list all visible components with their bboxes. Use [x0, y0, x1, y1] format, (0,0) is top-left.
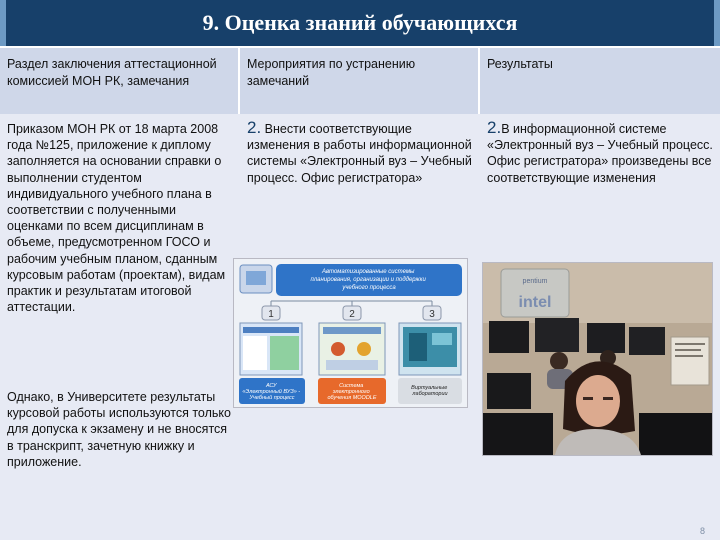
monitor: [483, 413, 553, 455]
systems-diagram-image: [233, 258, 468, 408]
monitor: [587, 323, 625, 353]
student-face: [576, 375, 620, 427]
svg-text:3: 3: [429, 309, 435, 320]
column-header: Результаты: [487, 57, 553, 71]
sign-brand-text: pentium: [522, 278, 548, 285]
student-head: [550, 352, 568, 370]
title-accent-right: [714, 0, 720, 46]
monitor: [629, 327, 665, 355]
measures-description: Внести соответствующие изменения в работы информационной системы «Электронный вуз – Учебный процесс. Офис регистратора»: [247, 122, 472, 185]
diagram-badge: [423, 306, 441, 320]
column-divider: [238, 48, 240, 114]
item-number: 2.: [487, 118, 502, 137]
column-header: Мероприятия по устранению замечаний: [247, 57, 416, 88]
diagram-badge: [262, 306, 280, 320]
diagram-badge: [343, 306, 361, 320]
remark-note: Однако, в Университете результаты курсовой работы используются только для допуска к экзамену и не вносятся в транскрипт, зачетную книжку и приложение.: [7, 390, 231, 469]
title-accent-left: [0, 0, 6, 46]
diagram-label-1: АСУ «Электронный ВУЗ» - Учебный процесс: [242, 383, 301, 401]
monitor: [487, 373, 531, 409]
results-text: [487, 120, 713, 186]
measures-text: [247, 120, 473, 186]
title-bar: [0, 0, 720, 46]
classroom-photo: [482, 262, 713, 456]
svg-text:2: 2: [349, 309, 355, 320]
results-description: В информационной системе «Электронный вуз – Учебный процесс. Офис регистратора» произведены все соответствующие изменения: [487, 122, 713, 185]
diagram-label-2: Система электронного обучения MOODLE: [327, 383, 377, 401]
column-divider: [478, 48, 480, 114]
diagram-header-text: Автоматизированные системы планирования, организации и поддержки учебного процесса: [310, 269, 426, 291]
remark-paragraph: Приказом МОН РК от 18 марта 2008 года №125, приложение к диплому заполняется на основании справки о выполнении студентом индивидуального учебного плана в соответствии с полученными оценками по всем дисциплинам в объеме, предусмотренном ГОСО и рабочим учебным планом, сданным курсовым работам (проектам), видам практик и результатам итоговой аттестации.: [7, 122, 226, 315]
monitor: [489, 321, 529, 353]
classroom-photo-illustration: [483, 263, 712, 455]
systems-diagram: [234, 259, 467, 407]
column-header: Раздел заключения аттестационной комиссией МОН РК, замечания: [7, 57, 217, 88]
monitor: [535, 318, 579, 352]
slide-title: 9. Оценка знаний обучающихся: [202, 10, 518, 35]
monitor: [639, 413, 712, 455]
svg-text:1: 1: [268, 309, 274, 320]
sign-brand-logo: intel: [518, 294, 552, 311]
diagram-label-3: Виртуальные лаборатории: [411, 385, 448, 397]
item-number: 2.: [247, 118, 262, 137]
page-number: 8: [699, 526, 705, 536]
